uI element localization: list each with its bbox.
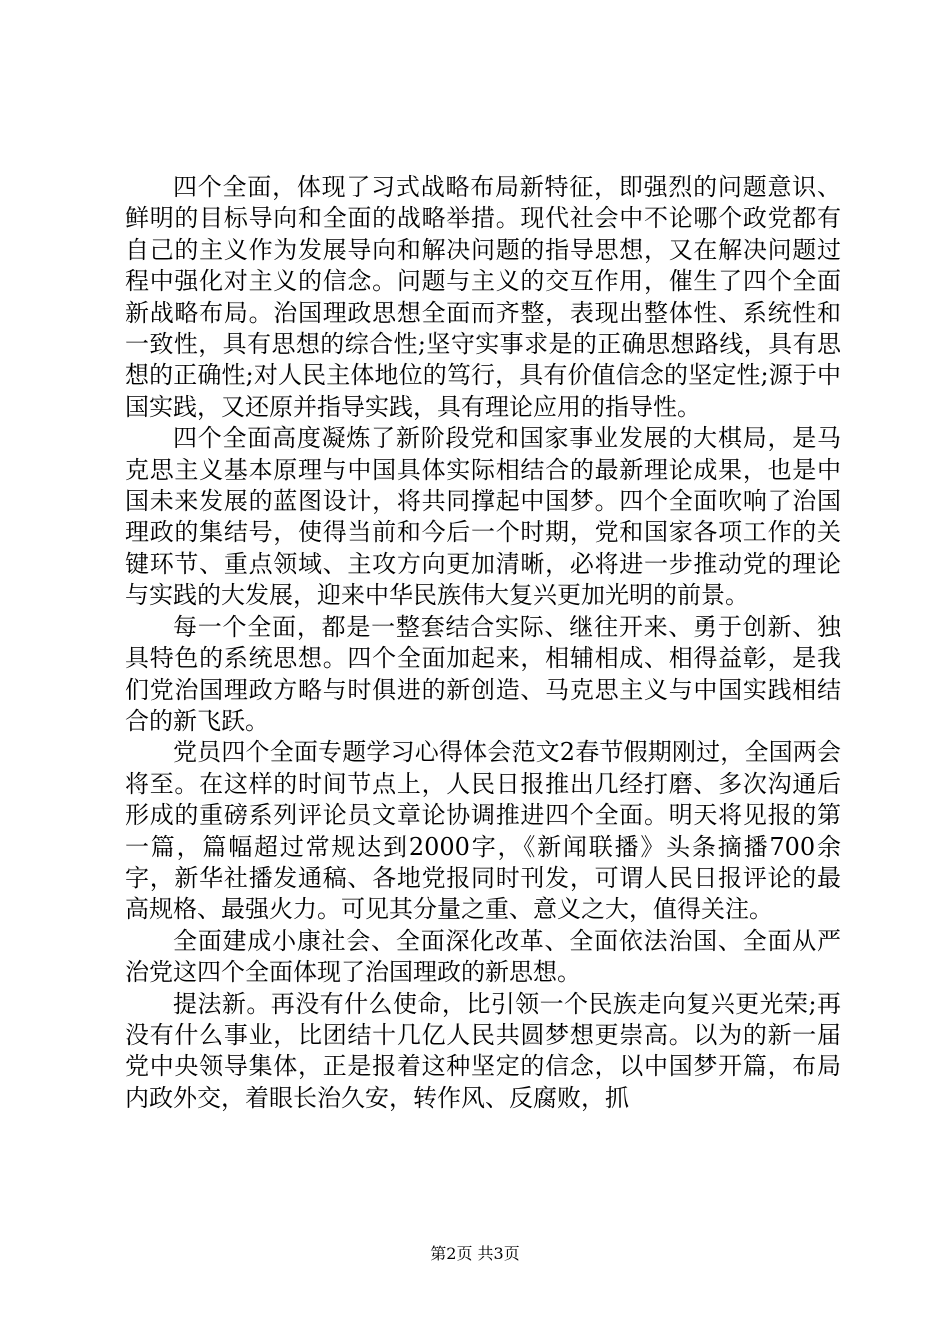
paragraph: 四个全面高度凝炼了新阶段党和国家事业发展的大棋局，是马克思主义基本原理与中国具体实际相结合的最新理论成果，也是中国未来发展的蓝图设计，将共同撑起中国梦。四个全面吹响了治国理政的集结号，使得当前和今后一个时期，党和国家各项工作的关键环节、重点领域、主攻方向更加清晰，必将进一步推动党的理论与实践的大发展，迎来中华民族伟大复兴更加光明的前景。	[125, 424, 841, 610]
paragraph: 每一个全面，都是一整套结合实际、继往开来、勇于创新、独具特色的系统思想。四个全面加起来，相辅相成、相得益彰，是我们党治国理政方略与时俱进的新创造、马克思主义与中国实践相结合的新飞跃。	[125, 612, 841, 735]
page-number-footer: 第2页 共3页	[430, 1244, 520, 1263]
paragraph: 四个全面，体现了习式战略布局新特征，即强烈的问题意识、鲜明的目标导向和全面的战略举措。现代社会中不论哪个政党都有自己的主义作为发展导向和解决问题的指导思想，又在解决问题过程中强化对主义的信念。问题与主义的交互作用，催生了四个全面新战略布局。治国理政思想全面而齐整，表现出整体性、系统性和一致性，具有思想的综合性;坚守实事求是的正确思想路线，具有思想的正确性;对人民主体地位的笃行，具有价值信念的坚定性;源于中国实践，又还原并指导实践，具有理论应用的指导性。	[125, 173, 841, 421]
paragraph: 党员四个全面专题学习心得体会范文2春节假期刚过，全国两会将至。在这样的时间节点上，人民日报推出几经打磨、多次沟通后形成的重磅系列评论员文章论协调推进四个全面。明天将见报的第一篇，篇幅超过常规达到2000字，《新闻联播》头条摘播700余字，新华社播发通稿、各地党报同时刊发，可谓人民日报评论的最高规格、最强火力。可见其分量之重、意义之大，值得关注。	[125, 738, 841, 924]
paragraph: 全面建成小康社会、全面深化改革、全面依法治国、全面从严治党这四个全面体现了治国理政的新思想。	[125, 926, 841, 987]
document-body	[125, 172, 841, 1114]
paragraph: 提法新。再没有什么使命，比引领一个民族走向复兴更光荣;再没有什么事业，比团结十几亿人民共圆梦想更崇高。以为的新一届党中央领导集体，正是报着这种坚定的信念，以中国梦开篇，布局内政外交，着眼长治久安，转作风、反腐败，抓	[125, 989, 841, 1112]
